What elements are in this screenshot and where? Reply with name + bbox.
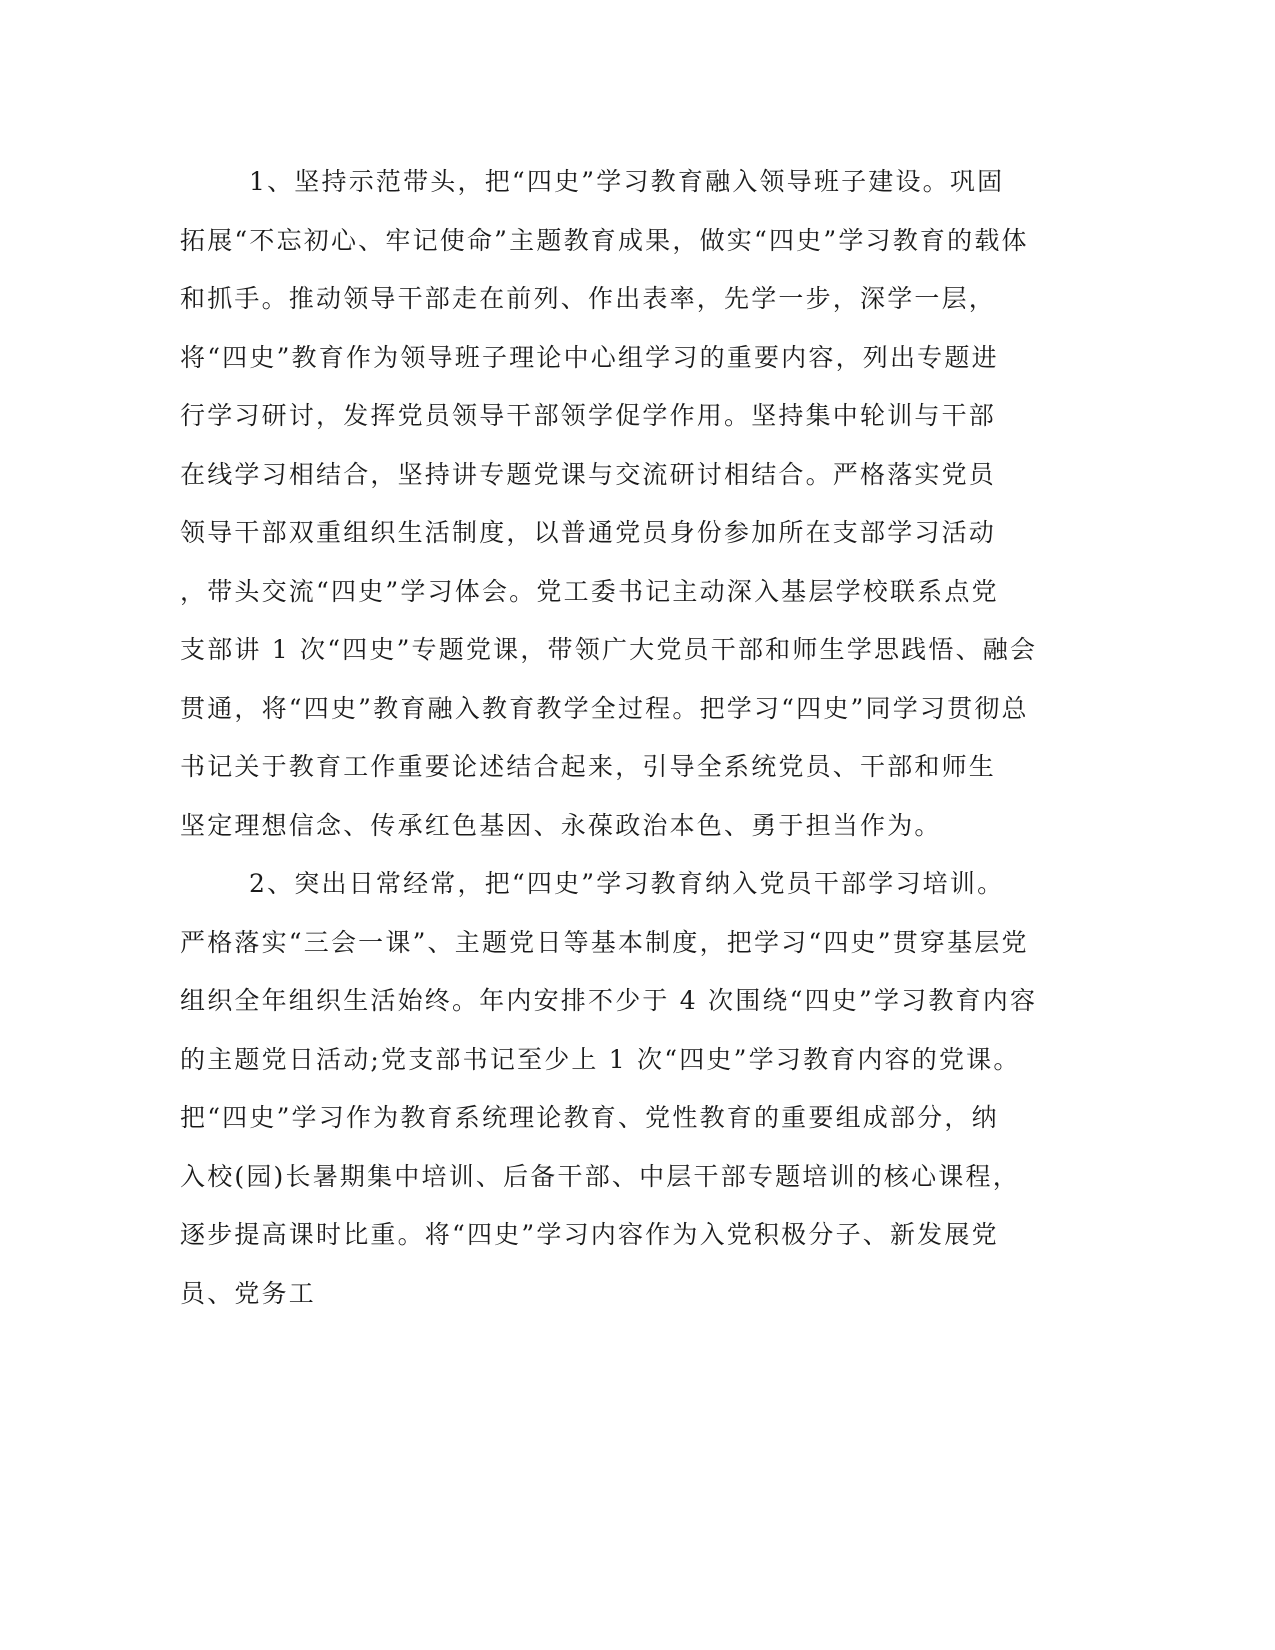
text-line: 领导干部双重组织生活制度，以普通党员身份参加所在支部学习活动 <box>180 518 997 547</box>
document-body <box>180 153 1060 1323</box>
text-line: 1、坚持示范带头，把“四史”学习教育融入领导班子建设。巩固 <box>249 167 1005 196</box>
text-line: 支部讲 1 次“四史”专题党课，带领广大党员干部和师生学思践悟、融会 <box>180 635 1038 664</box>
text-line: 行学习研讨，发挥党员领导干部领学促学作用。坚持集中轮训与干部 <box>180 401 997 430</box>
text-line: 组织全年组织生活始终。年内安排不少于 4 次围绕“四史”学习教育内容 <box>180 986 1038 1015</box>
text-line: 入校(园)长暑期集中培训、后备干部、中层干部专题培训的核心课程， <box>180 1161 1020 1191</box>
text-line: 将“四史”教育作为领导班子理论中心组学习的重要内容，列出专题进 <box>180 342 999 372</box>
text-line: 的主题党日活动;党支部书记至少上 1 次“四史”学习教育内容的党课。 <box>180 1044 1021 1074</box>
text-line: ，带头交流“四史”学习体会。党工委书记主动深入基层学校联系点党 <box>180 576 999 606</box>
text-line: 书记关于教育工作重要论述结合起来，引导全系统党员、干部和师生 <box>180 752 997 781</box>
text-line: 把“四史”学习作为教育系统理论教育、党性教育的重要组成部分，纳 <box>180 1103 999 1132</box>
text-line: 在线学习相结合，坚持讲专题党课与交流研讨相结合。严格落实党员 <box>180 459 997 489</box>
text-line: 坚定理想信念、传承红色基因、永葆政治本色、勇于担当作为。 <box>180 810 942 840</box>
text-line: 2、突出日常经常，把“四史”学习教育纳入党员干部学习培训。 <box>249 869 1005 898</box>
text-line: 严格落实“三会一课”、主题党日等基本制度，把学习“四史”贯穿基层党 <box>180 927 1029 957</box>
text-line: 拓展“不忘初心、牢记使命”主题教育成果，做实“四史”学习教育的载体 <box>180 225 1029 255</box>
text-line: 贯通，将“四史”教育融入教育教学全过程。把学习“四史”同学习贯彻总 <box>180 693 1029 723</box>
text-line: 和抓手。推动领导干部走在前列、作出表率，先学一步，深学一层， <box>180 284 997 313</box>
paragraph-2 <box>180 855 1060 1323</box>
paragraph-1 <box>180 153 1060 855</box>
text-line: 逐步提高课时比重。将“四史”学习内容作为入党积极分子、新发展党 <box>180 1220 999 1249</box>
text-line: 员、党务工 <box>180 1278 317 1308</box>
